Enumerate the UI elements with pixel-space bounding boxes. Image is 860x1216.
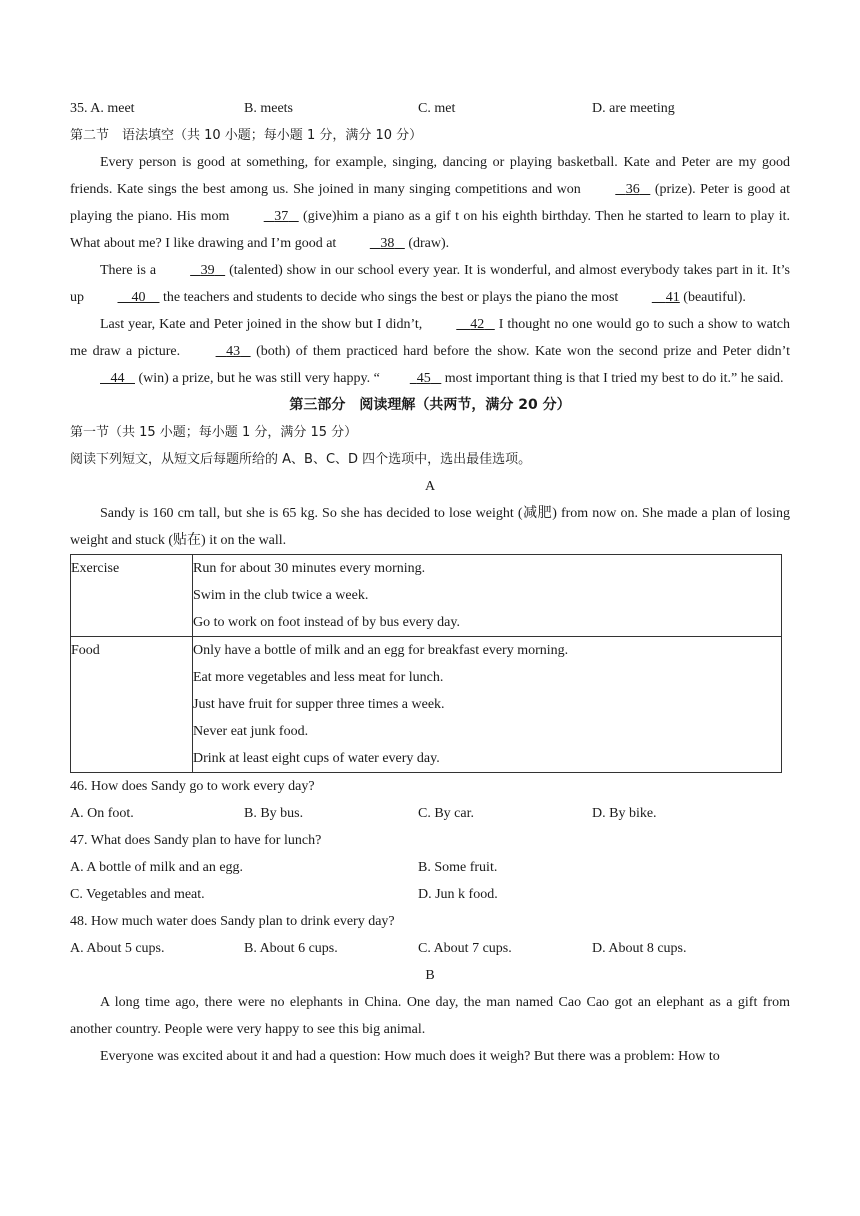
text: (win) a prize, but he was still very happy. “ — [135, 371, 380, 386]
category-cell — [71, 637, 193, 773]
list-item: Eat more vegetables and less meat for lunch. — [193, 670, 444, 685]
option-c[interactable]: C. Vegetables and meat. — [70, 887, 205, 902]
category-label: Exercise — [71, 561, 120, 576]
text: (talented) show in our school every year. It is wonderful, and almost everybody takes part in it. It’s up — [70, 263, 790, 305]
table-row — [71, 637, 782, 773]
blank-44[interactable]: 44 — [110, 371, 125, 386]
cloze-paragraph-3 — [70, 311, 790, 392]
blank-43[interactable]: 43 — [226, 344, 241, 359]
option-b[interactable]: B. About 6 cups. — [244, 941, 338, 956]
text: (both) of them practiced hard before the show. Kate won the second prize and Peter didn’t — [250, 344, 790, 359]
section-1-title: 第一节（共 15 小题；每小题 1 分，满分 15 分） — [70, 425, 358, 440]
weight-loss-plan-table — [70, 554, 782, 773]
question-47-options-row-2 — [70, 881, 790, 908]
blank-39[interactable]: 39 — [200, 263, 215, 278]
list-item: Run for about 30 minutes every morning. — [193, 561, 426, 576]
question-46: 46. How does Sandy go to work every day? — [70, 779, 315, 794]
list-item: Never eat junk food. — [193, 724, 309, 739]
passage-b-paragraph-2: Everyone was excited about it and had a question: How much does it weigh? But there was a problem: How to — [100, 1049, 720, 1064]
text: (give)him a piano as a gif t on his eighth birthday. Then he started to learn to play it. What about me? I like drawing and I’m good at — [70, 209, 790, 251]
text: (beautiful). — [679, 290, 746, 305]
reading-instructions: 阅读下列短文，从短文后每题所给的 A、B、C、D 四个选项中，选出最佳选项。 — [70, 452, 532, 467]
option-b[interactable]: B. By bus. — [244, 806, 304, 821]
cloze-paragraph-2 — [70, 257, 790, 311]
option-a[interactable]: A. On foot. — [70, 806, 134, 821]
blank-41[interactable]: 41 — [665, 290, 680, 305]
option-d[interactable]: D. By bike. — [592, 806, 657, 821]
cloze-paragraph-1 — [70, 149, 790, 257]
blank-40[interactable]: 40 — [131, 290, 146, 305]
passage-a-label: A — [424, 479, 436, 494]
blank-38[interactable]: 38 — [380, 236, 395, 251]
category-cell — [71, 555, 193, 637]
list-item: Drink at least eight cups of water every day. — [193, 751, 440, 766]
option-a[interactable]: A. About 5 cups. — [70, 941, 165, 956]
blank-36[interactable]: 36 — [625, 182, 640, 197]
text: I thought no one would go to such a show to watch me draw a picture. — [70, 317, 791, 359]
text: (prize). Peter is good at playing the piano. His mom — [70, 182, 790, 224]
option-d[interactable]: D. Jun k food. — [418, 887, 498, 902]
text: Last year, Kate and Peter joined in the show but I didn’t, — [100, 317, 427, 332]
list-item: Swim in the club twice a week. — [193, 588, 369, 603]
section-2-title: 第二节 语法填空（共 10 小题；每小题 1 分，满分 10 分） — [70, 128, 423, 143]
blank-37[interactable]: 37 — [274, 209, 289, 224]
table-row — [71, 555, 782, 637]
list-item: Just have fruit for supper three times a week. — [193, 697, 445, 712]
items-cell — [193, 555, 782, 637]
items-cell — [193, 637, 782, 773]
text: There is a — [100, 263, 161, 278]
question-47: 47. What does Sandy plan to have for lunch? — [70, 833, 322, 848]
text: the teachers and students to decide who sings the best or plays the piano the most — [159, 290, 622, 305]
question-46-options — [70, 800, 790, 827]
blank-45[interactable]: 45 — [416, 371, 431, 386]
category-label: Food — [71, 643, 100, 658]
blank-42[interactable]: 42 — [470, 317, 485, 332]
text: (draw). — [404, 236, 450, 251]
option-c[interactable]: C. met — [418, 101, 456, 116]
text: most important thing is that I tried my best to do it.” he said. — [441, 371, 784, 386]
question-47-options-row-1 — [70, 854, 790, 881]
option-a[interactable]: 35. A. meet — [70, 101, 135, 116]
option-b[interactable]: B. Some fruit. — [418, 860, 498, 875]
list-item: Go to work on foot instead of by bus every day. — [193, 615, 460, 630]
part-3-title: 第三部分 阅读理解（共两节，满分 20 分） — [289, 397, 571, 413]
passage-b-label: B — [425, 968, 435, 983]
question-48: 48. How much water does Sandy plan to drink every day? — [70, 914, 395, 929]
option-b[interactable]: B. meets — [244, 101, 293, 116]
question-35-options — [70, 95, 790, 122]
option-d[interactable]: D. are meeting — [592, 101, 675, 116]
exam-page — [70, 95, 790, 1070]
list-item: Only have a bottle of milk and an egg for breakfast every morning. — [193, 643, 569, 658]
passage-b-paragraph-1: A long time ago, there were no elephants in China. One day, the man named Cao Cao got an elephant as a gift from another country. People were very happy to see this big animal. — [70, 995, 790, 1037]
passage-a-text: Sandy is 160 cm tall, but she is 65 kg. So she has decided to lose weight (减肥) from now on. She made a plan of losing weight and stuck (贴在) it on the wall. — [70, 506, 790, 548]
option-c[interactable]: C. By car. — [418, 806, 474, 821]
text: Every person is good at something, for example, singing, dancing or playing basketball. Kate and Peter are my good friends. Kate sings the best among us. She joined in many singing competitions and won — [70, 155, 790, 197]
question-48-options — [70, 935, 790, 962]
option-a[interactable]: A. A bottle of milk and an egg. — [70, 860, 244, 875]
option-c[interactable]: C. About 7 cups. — [418, 941, 512, 956]
option-d[interactable]: D. About 8 cups. — [592, 941, 687, 956]
